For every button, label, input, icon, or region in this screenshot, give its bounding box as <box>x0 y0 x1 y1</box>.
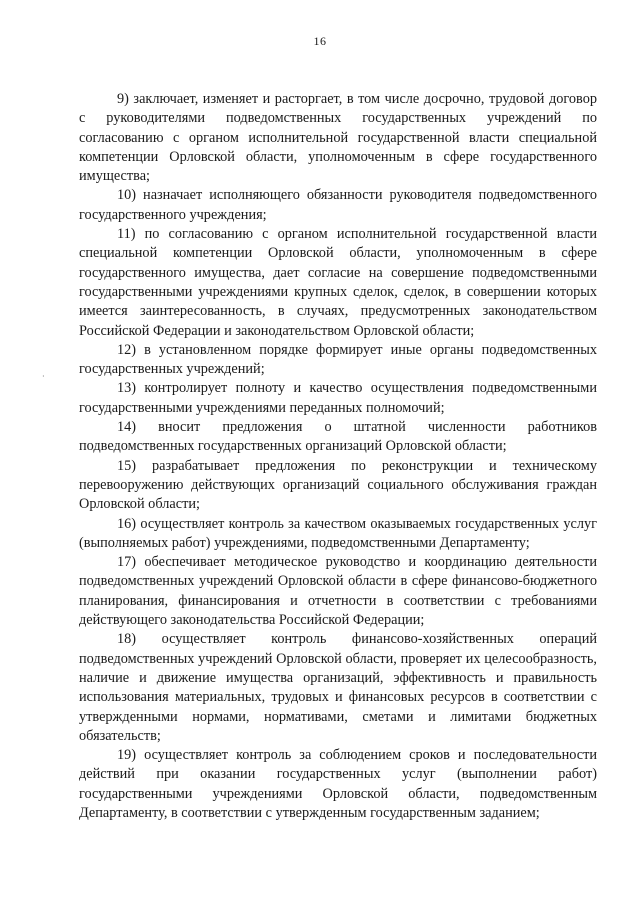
paragraph-item-9: 9) заключает, изменяет и расторгает, в том числе досрочно, трудовой договор с руководителями подведомственных государственных учреждений по согласованию с органом исполнительной государственной власти специальной компетенции Орловской области, уполномоченным в сфере государственного имущества; <box>79 91 597 185</box>
scan-speck: · <box>42 372 45 381</box>
paragraph-item-14: 14) вносит предложения о штатной численности работников подведомственных государственных организаций Орловской области; <box>79 419 597 455</box>
paragraph-item-19: 19) осуществляет контроль за соблюдением сроков и последовательности действий при оказании государственных услуг (выполнении работ) государственными учреждениями Орловской области, подведомственным Департаменту, в соответствии с утвержденным государственным заданием; <box>79 747 597 821</box>
page-number: 16 <box>313 34 327 48</box>
paragraph-item-11: 11) по согласованию с органом исполнительной государственной власти специальной компетенции Орловской области, уполномоченным в сфере государственного имущества, дает согласие на совершение подведомственными государственными учреждениями крупных сделок, сделок, в совершении которых имеется заинтересованность, в случаях, предусмотренных законодательством Российской Федерации и законодательством Орловской области; <box>79 226 597 339</box>
paragraph-item-10: 10) назначает исполняющего обязанности руководителя подведомственного государственного учреждения; <box>79 187 597 223</box>
paragraph-item-12: 12) в установленном порядке формирует иные органы подведомственных государственных учреждений; <box>79 341 597 378</box>
paragraph-item-17: 17) обеспечивает методическое руководство и координацию деятельности подведомственных учреждений Орловской области в сфере финансово-бюджетного планирования, финансирования и отчетности в соответствии с требованиями действующего законодательства Российской Федерации; <box>79 554 597 629</box>
paragraph-item-16: 16) осуществляет контроль за качеством оказываемых государственных услуг (выполняемых работ) учреждениями, подведомственными Департаменту; <box>79 515 597 551</box>
paragraph-item-18: 18) осуществляет контроль финансово-хозяйственных операций подведомственных учреждений Орловской области, проверяет их целесообразность, наличие и движение имущества организаций, эффективность и правильность использования материальных, трудовых и финансовых ресурсов в соответствии с утвержденными нормами, нормативами, сметами и лимитами бюджетных обязательств; <box>79 631 597 744</box>
paragraph-item-13: 13) контролирует полноту и качество осуществления подведомственными государственными учреждениями переданных полномочий; <box>79 380 597 416</box>
document-body <box>79 90 597 823</box>
paragraph-item-15: 15) разрабатывает предложения по реконструкции и техническому перевооружению действующих организаций социального обслуживания граждан Орловской области; <box>79 457 597 513</box>
